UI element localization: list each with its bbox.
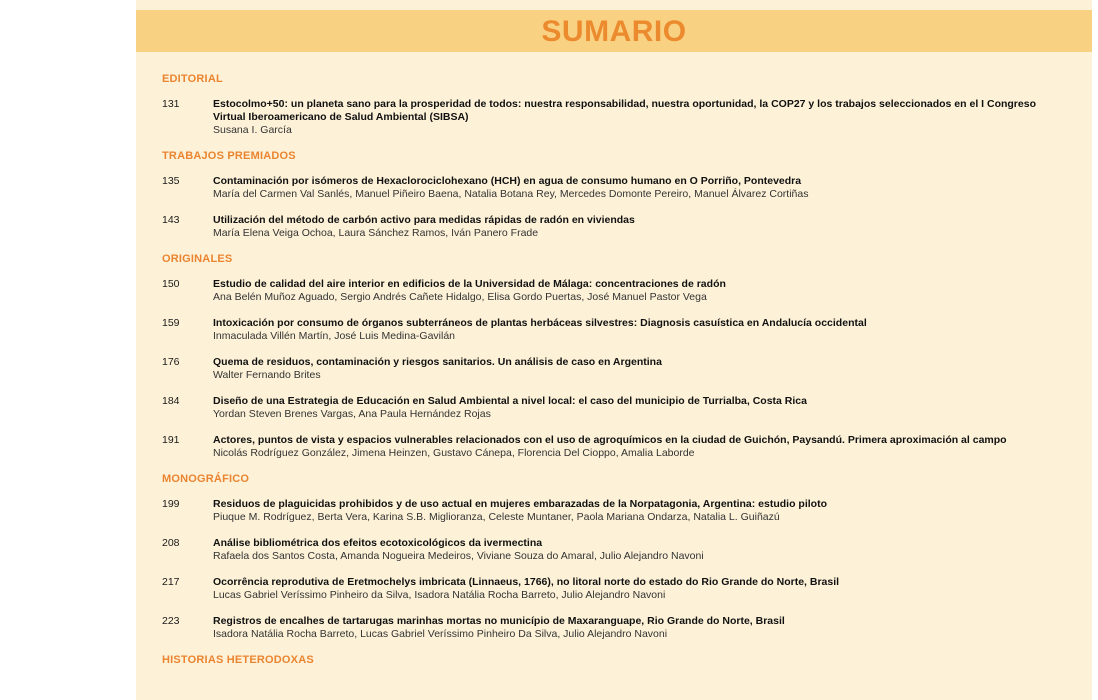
toc-entry[interactable]	[162, 98, 1062, 137]
article-authors: Ana Belén Muñoz Aguado, Sergio Andrés Cañete Hidalgo, Elisa Gordo Puertas, José Manuel Pastor Vega	[213, 291, 707, 303]
article-authors: Yordan Steven Brenes Vargas, Ana Paula Hernández Rojas	[213, 408, 491, 420]
article-authors: Walter Fernando Brites	[213, 369, 321, 381]
page-number: 191	[162, 434, 180, 446]
article-title: Quema de residuos, contaminación y riesgos sanitarios. Un análisis de caso en Argentina	[213, 356, 662, 368]
toc-entry[interactable]	[162, 576, 1062, 602]
article-authors: Piuque M. Rodríguez, Berta Vera, Karina S.B. Miglioranza, Celeste Muntaner, Paola Mariana Ondarza, Natalia L. Guiñazú	[213, 511, 780, 523]
article-title: Residuos de plaguicidas prohibidos y de uso actual en mujeres embarazadas de la Norpatagonia, Argentina: estudio piloto	[213, 498, 827, 510]
article-authors: Nicolás Rodríguez González, Jimena Heinzen, Gustavo Cánepa, Florencia Del Cioppo, Amalia Laborde	[213, 447, 695, 459]
article-authors: María Elena Veiga Ochoa, Laura Sánchez Ramos, Iván Panero Frade	[213, 227, 539, 239]
article-authors: Inmaculada Villén Martín, José Luis Medina-Gavilán	[213, 330, 456, 342]
article-authors: María del Carmen Val Sanlés, Manuel Piñeiro Baena, Natalia Botana Rey, Mercedes Domonte Pereiro, Manuel Álvarez Cortiñas	[213, 188, 809, 200]
article-title: Análise bibliométrica dos efeitos ecotoxicológicos da ivermectina	[213, 537, 543, 549]
page-number: 131	[162, 98, 180, 110]
page-number: 143	[162, 214, 180, 226]
toc-entry[interactable]	[162, 498, 1062, 524]
article-title: Ocorrência reprodutiva de Eretmochelys imbricata (Linnaeus, 1766), no litoral norte do estado do Rio Grande do Norte, Brasil	[213, 576, 840, 588]
article-authors: Rafaela dos Santos Costa, Amanda Nogueira Medeiros, Viviane Souza do Amaral, Julio Alejandro Navoni	[213, 550, 704, 562]
toc-entry[interactable]	[162, 278, 1062, 304]
article-title: Actores, puntos de vista y espacios vulnerables relacionados con el uso de agroquímicos en la ciudad de Guichón, Paysandú. Primera aproximación al campo	[213, 434, 1007, 446]
page-number: 208	[162, 537, 180, 549]
section-title-originales: ORIGINALES	[162, 253, 233, 265]
toc-entry[interactable]	[162, 615, 1062, 641]
page-number: 199	[162, 498, 180, 510]
article-title: Contaminación por isómeros de Hexaclorociclohexano (HCH) en agua de consumo humano en O Porriño, Pontevedra	[213, 175, 802, 187]
page-number: 223	[162, 615, 180, 627]
toc-entry[interactable]	[162, 175, 1062, 201]
toc-entry[interactable]	[162, 214, 1062, 240]
title-band	[136, 10, 1092, 52]
page-number: 184	[162, 395, 180, 407]
article-title: Estudio de calidad del aire interior en edificios de la Universidad de Málaga: concentraciones de radón	[213, 278, 726, 290]
article-title: Registros de encalhes de tartarugas marinhas mortas no município de Maxaranguape, Rio Grande do Norte, Brasil	[213, 615, 785, 627]
page-number: 150	[162, 278, 180, 290]
right-margin	[1092, 0, 1098, 700]
toc-entry[interactable]	[162, 317, 1062, 343]
article-title: Utilización del método de carbón activo para medidas rápidas de radón en viviendas	[213, 214, 635, 226]
page-number: 176	[162, 356, 180, 368]
article-authors: Isadora Natália Rocha Barreto, Lucas Gabriel Veríssimo Pinheiro Da Silva, Julio Alejandro Navoni	[213, 628, 668, 640]
toc-entry[interactable]	[162, 537, 1062, 563]
section-title-editorial: EDITORIAL	[162, 73, 223, 85]
page-title: SUMARIO	[541, 15, 687, 48]
table-of-contents	[162, 71, 1062, 668]
left-margin	[0, 0, 136, 700]
article-title: Estocolmo+50: un planeta sano para la prosperidad de todos: nuestra responsabilidad, nuestra oportunidad, la COP27 y los trabajos seleccionados en el I Congreso Virtual Iberoamericano de Salud Ambiental (SIBSA)	[213, 98, 1036, 123]
section-title-monografico: MONOGRÁFICO	[162, 473, 250, 485]
document-page	[136, 0, 1092, 700]
toc-entry[interactable]	[162, 395, 1062, 421]
page-number: 159	[162, 317, 180, 329]
section-title-trabajos-premiados: TRABAJOS PREMIADOS	[162, 150, 296, 162]
article-authors: Lucas Gabriel Veríssimo Pinheiro da Silva, Isadora Natália Rocha Barreto, Julio Alejandro Navoni	[213, 589, 666, 601]
page-number: 217	[162, 576, 180, 588]
article-authors: Susana I. García	[213, 124, 292, 136]
page-number: 135	[162, 175, 180, 187]
section-title-historias-heterodoxas: HISTORIAS HETERODOXAS	[162, 654, 314, 666]
toc-entry[interactable]	[162, 434, 1062, 460]
article-title: Intoxicación por consumo de órganos subterráneos de plantas herbáceas silvestres: Diagnosis casuística en Andalucía occidental	[213, 317, 867, 329]
toc-entry[interactable]	[162, 356, 1062, 382]
article-title: Diseño de una Estrategia de Educación en Salud Ambiental a nivel local: el caso del municipio de Turrialba, Costa Rica	[213, 395, 807, 407]
